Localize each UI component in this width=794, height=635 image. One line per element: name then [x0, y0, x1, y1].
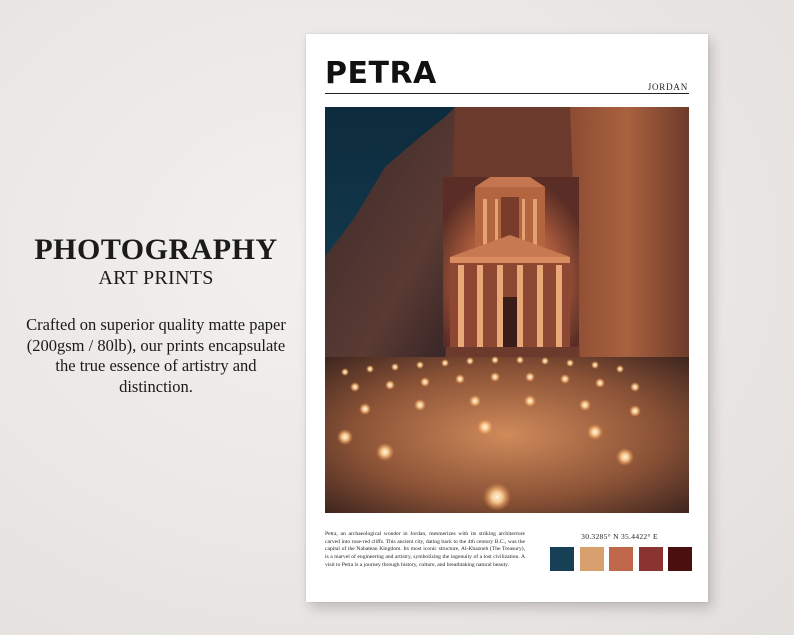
poster-coordinates: 30.3285° N 35.4422° E	[581, 532, 658, 541]
promo-headline: PHOTOGRAPHY	[34, 233, 278, 266]
swatch-brick-red	[639, 547, 663, 571]
promo-description: Crafted on superior quality matte paper (200gsm / 80lb), our prints encapsulate the true essence of artistry and distinction.	[26, 315, 286, 396]
poster-divider	[325, 93, 689, 94]
swatch-terracotta	[609, 547, 633, 571]
swatch-dark-maroon	[668, 547, 692, 571]
poster-description: Petra, an archaeological wonder in Jordan, mesmerizes with its striking architecture carved into rose-red cliffs. This ancient city, dating back to the 4th century B.C., was the capital of the Nabatean Kingdom. Its most iconic structure, Al-Khazneh (The Treasury), is a marvel of engineering and artistry, symbolizing the ingenuity of a lost civilization. A visit to Petra is a journey through history, culture, and breathtaking natural beauty.	[325, 531, 525, 568]
poster-print	[306, 34, 708, 602]
swatch-sand	[580, 547, 604, 571]
poster-title: PETRA	[325, 56, 437, 91]
poster-country: JORDAN	[647, 82, 688, 92]
promo-subheadline: ART PRINTS	[98, 267, 214, 289]
color-palette	[550, 547, 692, 571]
promo-panel	[20, 233, 292, 397]
petra-photo	[325, 107, 689, 513]
swatch-deep-teal	[550, 547, 574, 571]
